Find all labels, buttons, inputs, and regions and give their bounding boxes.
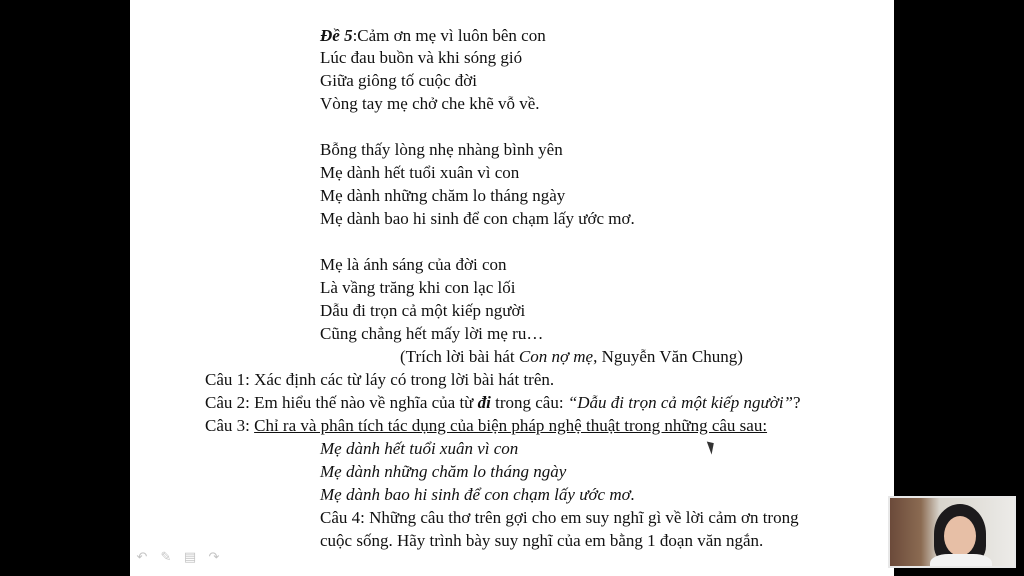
prev-arrow-icon[interactable]: ↶	[136, 550, 148, 565]
source-suffix: , Nguyễn Văn Chung)	[593, 347, 743, 366]
q2-quote: “Dẫu đi trọn cả một kiếp người”	[567, 393, 794, 412]
presenter-face	[944, 516, 976, 556]
stanza1-line: Giữa giông tố cuộc đời	[320, 71, 478, 90]
q2-prefix: Câu 2: Em hiểu thế nào về nghĩa của từ	[205, 393, 478, 412]
stanza3-line: Cũng chẳng hết mấy lời mẹ ru…	[320, 324, 544, 343]
q2-end: ?	[793, 393, 801, 412]
q3-text: Chỉ ra và phân tích tác dụng của biện pháp nghệ thuật trong những câu sau:	[254, 416, 768, 435]
q3-quote-line: Mẹ dành bao hi sinh để con chạm lấy ước mơ.	[320, 485, 635, 504]
stanza1-line: Vòng tay mẹ chở che khẽ vỗ về.	[320, 94, 540, 113]
slide-toolbar	[135, 551, 221, 569]
question-2	[205, 392, 801, 414]
source-song: Con nợ mẹ	[518, 347, 594, 366]
question-4-line1: Câu 4: Những câu thơ trên gợi cho em suy nghĩ gì về lời cảm ơn trong	[320, 508, 799, 527]
source-citation	[400, 346, 743, 368]
q2-mid: trong câu:	[490, 393, 568, 412]
stanza2-line: Mẹ dành những chăm lo tháng ngày	[320, 186, 566, 205]
stanza1-line: Lúc đau buồn và khi sóng gió	[320, 48, 523, 67]
pen-icon[interactable]: ✎	[160, 550, 172, 565]
stanza2-line: Mẹ dành hết tuổi xuân vì con	[320, 163, 520, 182]
stanza3-line: Là vầng trăng khi con lạc lối	[320, 278, 516, 297]
stanza2-line: Bỗng thấy lòng nhẹ nhàng bình yên	[320, 140, 563, 159]
source-prefix: (Trích lời bài hát	[400, 347, 519, 366]
webcam-overlay	[888, 496, 1016, 568]
doc-title: :Cảm ơn mẹ vì luôn bên con	[352, 26, 546, 45]
next-arrow-icon[interactable]: ↷	[208, 550, 220, 565]
q2-word: đi	[477, 393, 491, 412]
question-4-line2: cuộc sống. Hãy trình bày suy nghĩ của em bằng 1 đoạn văn ngắn.	[320, 531, 764, 550]
stanza3-line: Mẹ là ánh sáng của đời con	[320, 255, 507, 274]
stanza2-line: Mẹ dành bao hi sinh để con chạm lấy ước mơ.	[320, 209, 635, 228]
question-1: Câu 1: Xác định các từ láy có trong lời bài hát trên.	[205, 370, 555, 389]
q3-quote-line: Mẹ dành những chăm lo tháng ngày	[320, 462, 567, 481]
presenter-shirt	[930, 554, 992, 568]
doc-title-line	[320, 25, 546, 47]
de-label: Đề 5	[320, 26, 353, 45]
q3-quote-line: Mẹ dành hết tuổi xuân vì con	[320, 439, 519, 458]
menu-icon[interactable]: ▤	[183, 550, 197, 565]
question-3	[205, 415, 767, 437]
q3-label: Câu 3:	[205, 416, 255, 435]
stanza3-line: Dẫu đi trọn cả một kiếp người	[320, 301, 526, 320]
